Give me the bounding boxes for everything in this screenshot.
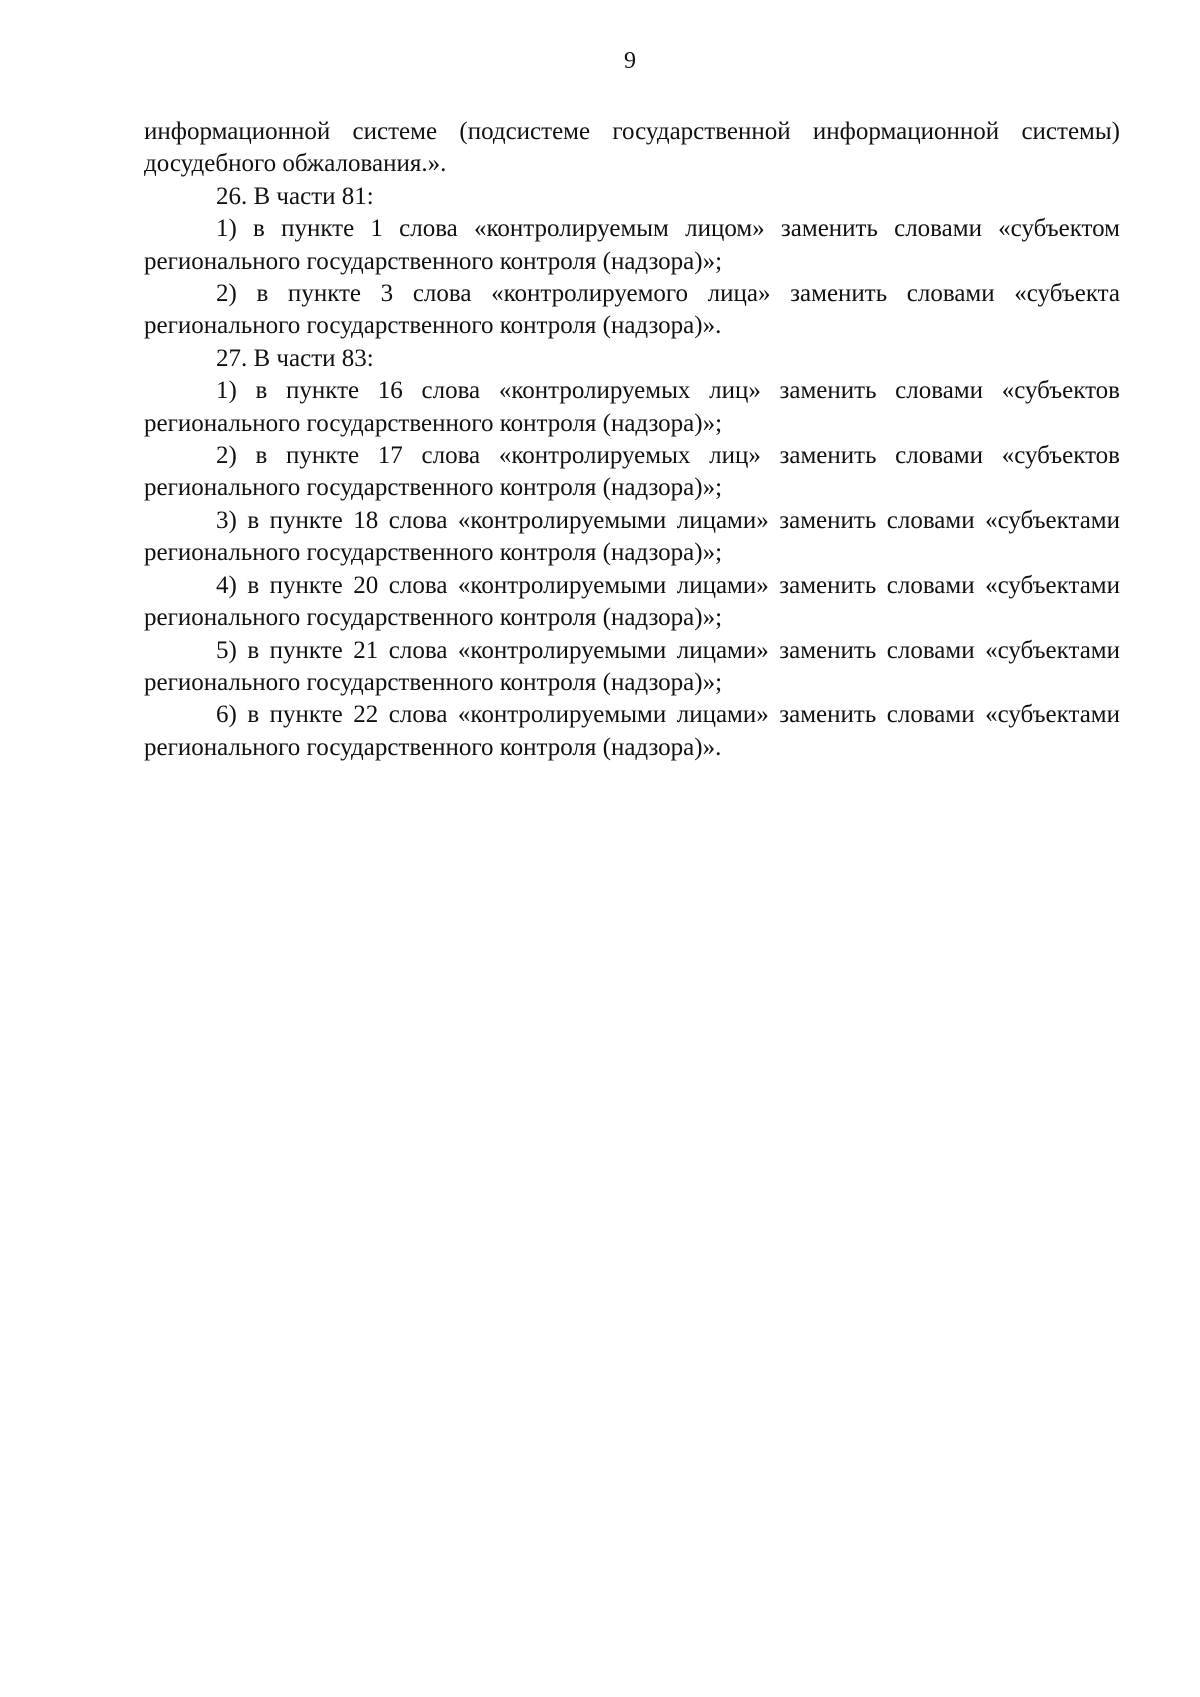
paragraph-part-83-item-5: 5) в пункте 21 слова «контролируемыми лицами» заменить словами «субъектами регионального государственного контроля (надзора)»; (144, 636, 1120, 696)
page-number: 9 (624, 48, 636, 74)
paragraph-part-83-item-4: 4) в пункте 20 слова «контролируемыми лицами» заменить словами «субъектами регионального государственного контроля (надзора)»; (144, 571, 1120, 632)
paragraph-part-81-item-1: 1) в пункте 1 слова «контролируемым лицом» заменить словами «субъектом регионального государственного контроля (надзора)»; (144, 215, 1120, 275)
paragraph-part-83-item-6: 6) в пункте 22 слова «контролируемыми лицами» заменить словами «субъектами регионального государственного контроля (надзора)». (144, 701, 1120, 761)
document-body (144, 116, 1120, 764)
paragraph-part-83-item-2: 2) в пункте 17 слова «контролируемых лиц» заменить словами «субъектов регионального государственного контроля (надзора)»; (144, 442, 1120, 502)
paragraph-part-81-heading: 26. В части 81: (216, 182, 374, 210)
paragraph-continuation: информационной системе (подсистеме государственной информационной системы) досудебного обжалования.». (144, 118, 1120, 178)
paragraph-part-83-item-1: 1) в пункте 16 слова «контролируемых лиц» заменить словами «субъектов регионального государственного контроля (надзора)»; (144, 377, 1120, 437)
paragraph-part-83-item-3: 3) в пункте 18 слова «контролируемыми лицами» заменить словами «субъектами регионального государственного контроля (надзора)»; (144, 506, 1120, 567)
paragraph-part-83-heading: 27. В части 83: (216, 344, 374, 372)
paragraph-part-81-item-2: 2) в пункте 3 слова «контролируемого лица» заменить словами «субъекта регионального государственного контроля (надзора)». (144, 280, 1120, 340)
